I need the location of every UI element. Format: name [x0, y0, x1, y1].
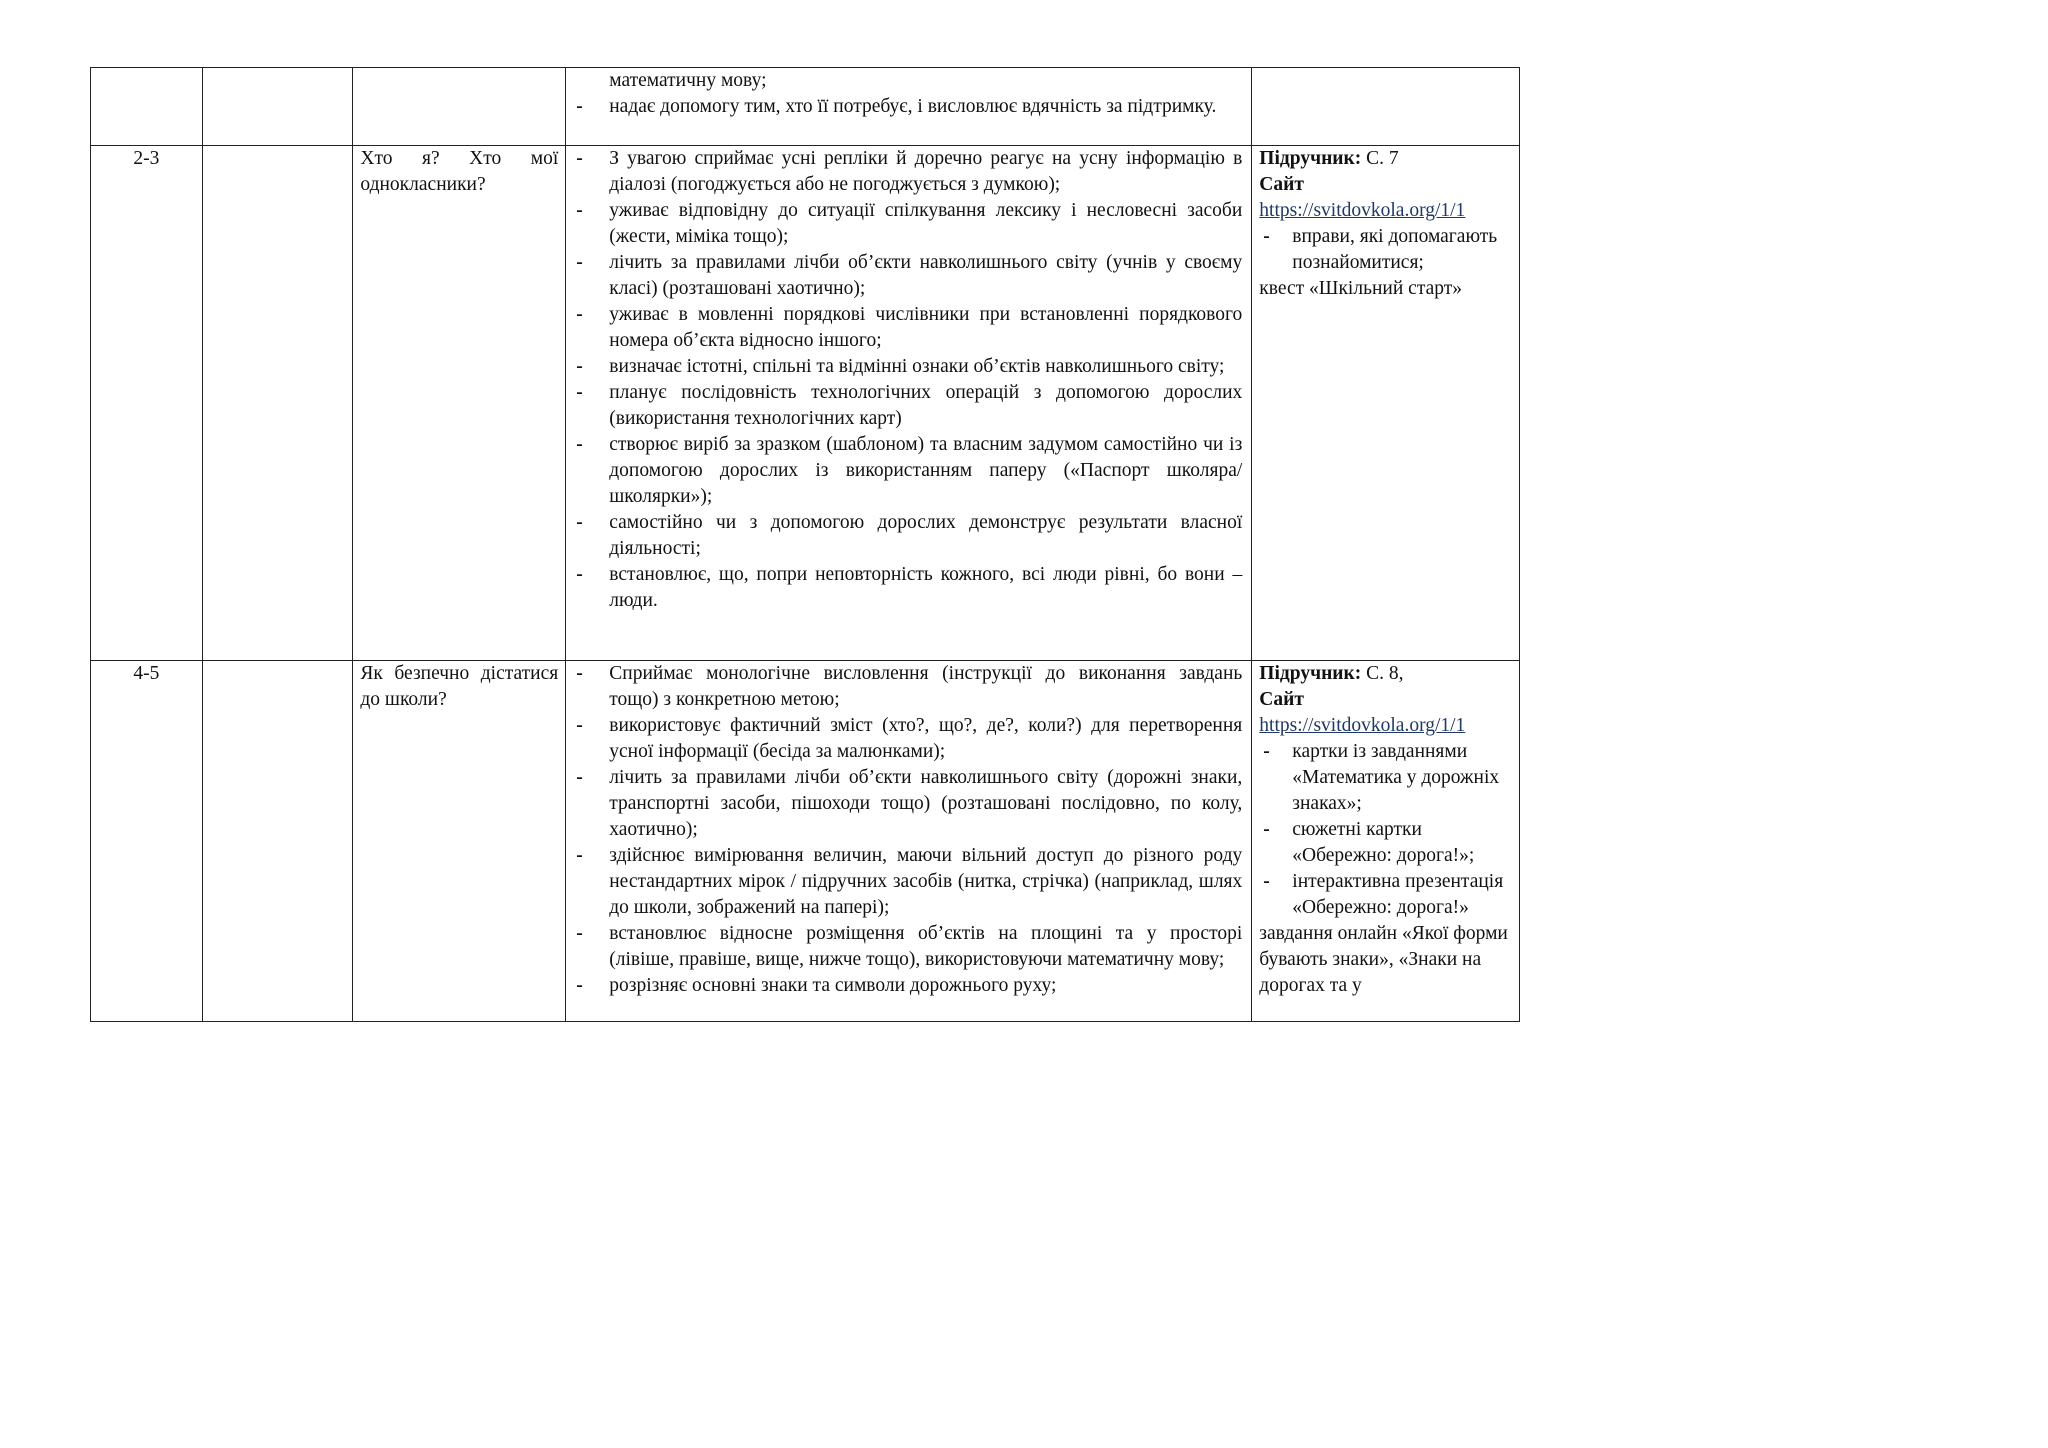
resource-tail: квест «Шкільний старт» [1259, 278, 1462, 299]
outcome-item: - надає допомогу тим, хто її потребує, і висловлює вдячність за підтримку. [572, 94, 1242, 120]
outcomes-list [572, 146, 1242, 614]
topic-cell [353, 146, 566, 661]
table-row-continued [91, 68, 1520, 146]
empty-cell [202, 661, 353, 1022]
bullet-dash: - [576, 356, 583, 377]
bullet-dash: - [576, 564, 583, 585]
textbook-ref [1259, 661, 1512, 687]
outcome-item: - використовує фактичний зміст (хто?, що?, де?, коли?) для перетворення усної інформації (бесіда за малюнками); [576, 715, 1243, 762]
site-link[interactable]: https://svitdovkola.org/1/1 [1259, 715, 1466, 736]
outcome-item: - здійснює вимірювання величин, маючи вільний доступ до різного роду нестандартних мірок / підручних засобів (нитка, стрічка) (наприклад, шлях до школи, зображений на папері); [576, 845, 1243, 918]
bullet-dash: - [576, 200, 583, 221]
lesson-number-cell: 2-3 [91, 146, 203, 661]
bullet-dash: - [576, 767, 583, 788]
resource-item: - інтерактивна презентація «Обережно: дорога!» [1263, 871, 1504, 918]
table-row-lesson-4-5 [91, 661, 1520, 1022]
topic-text: Хто я? Хто мої однокласники? [360, 148, 559, 195]
outcomes-list [572, 94, 1242, 120]
bullet-dash: - [576, 845, 583, 866]
bullet-dash: - [576, 148, 583, 169]
outcome-item: - визначає істотні, спільні та відмінні ознаки об’єктів навколишнього світу; [572, 354, 1242, 380]
resources-list [1259, 739, 1512, 921]
bullet-dash: - [576, 382, 583, 403]
outcome-item: - лічить за правилами лічби об’єкти навколишнього світу (учнів у своєму класі) (розташовані хаотично); [576, 252, 1243, 299]
textbook-pages: С. 8, [1361, 663, 1404, 684]
outcomes-cell [566, 68, 1252, 146]
lesson-plan-table [90, 67, 1520, 1022]
outcome-item: - самостійно чи з допомогою дорослих демонструє результати власної діяльності; [576, 512, 1243, 559]
outcome-item: - планує послідовність технологічних операцій з допомогою дорослих (використання технологічних карт) [576, 382, 1243, 429]
bullet-dash: - [576, 512, 583, 533]
outcome-item: - встановлює відносне розміщення об’єктів на площині та у просторі (лівіше, правіше, вище, нижче тощо), використовуючи математичну мову; [576, 923, 1243, 970]
resource-item: - вправи, які допомагають познайомитися; [1263, 226, 1498, 273]
bullet-dash: - [1263, 819, 1270, 840]
topic-cell [353, 68, 566, 146]
outcome-item: - Сприймає монологічне висловлення (інструкції до виконання завдань тощо) з конкретною метою; [576, 663, 1243, 710]
outcome-item: - уживає відповідну до ситуації спілкування лексику і несловесні засоби (жести, міміка тощо); [576, 200, 1243, 247]
table-row-lesson-2-3 [91, 146, 1520, 661]
bullet-dash: - [576, 252, 583, 273]
bullet-dash: - [576, 715, 583, 736]
bullet-dash: - [576, 663, 583, 684]
outcome-item: - уживає в мовленні порядкові числівники при встановленні порядкового номера об’єкта відносно іншого; [576, 304, 1243, 351]
empty-cell [202, 68, 353, 146]
resources-list [1259, 224, 1512, 276]
outcome-item: - З увагою сприймає усні репліки й доречно реагує на усну інформацію в діалозі (погоджується або не погоджується з думкою); [576, 148, 1243, 195]
outcome-item: - встановлює, що, попри неповторність кожного, всі люди рівні, бо вони – люди. [576, 564, 1243, 611]
outcomes-list [572, 661, 1242, 999]
resources-cell [1252, 661, 1520, 1022]
bullet-dash: - [1263, 871, 1270, 892]
resource-item: - картки із завданнями «Математика у дорожніх знаках»; [1263, 741, 1500, 814]
lesson-number-cell: 4-5 [91, 661, 203, 1022]
outcomes-cell [566, 146, 1252, 661]
outcome-continued-text: математичну мову; [609, 70, 767, 91]
site-label: Сайт [1259, 689, 1304, 710]
site-link[interactable]: https://svitdovkola.org/1/1 [1259, 200, 1466, 221]
outcome-item: - лічить за правилами лічби об’єкти навколишнього світу (дорожні знаки, транспортні засоби, пішоходи тощо) (розташовані послідовно, по колу, хаотично); [576, 767, 1243, 840]
bullet-dash: - [576, 304, 583, 325]
textbook-pages: С. 7 [1361, 148, 1399, 169]
bullet-dash: - [576, 975, 583, 996]
textbook-label: Підручник: [1259, 148, 1362, 169]
topic-cell [353, 661, 566, 1022]
bullet-dash: - [576, 434, 583, 455]
outcome-item: - створює виріб за зразком (шаблоном) та власним задумом самостійно чи із допомогою дорослих із використанням паперу («Паспорт школяра/ школярки»); [576, 434, 1243, 507]
topic-text: Як безпечно дістатися до школи? [360, 663, 559, 710]
outcomes-cell [566, 661, 1252, 1022]
bullet-dash: - [1263, 741, 1270, 762]
textbook-label: Підручник: [1259, 663, 1362, 684]
textbook-ref [1259, 146, 1512, 172]
site-label: Сайт [1259, 174, 1304, 195]
outcome-item: - розрізняє основні знаки та символи дорожнього руху; [572, 973, 1242, 999]
resources-cell [1252, 68, 1520, 146]
bullet-dash: - [1263, 226, 1270, 247]
empty-cell [202, 146, 353, 661]
bullet-dash: - [576, 96, 583, 117]
resources-cell [1252, 146, 1520, 661]
bullet-dash: - [576, 923, 583, 944]
resource-item: - сюжетні картки «Обережно: дорога!»; [1263, 819, 1475, 866]
resource-tail: завдання онлайн «Якої форми бувають знаки», «Знаки на дорогах та у [1259, 923, 1508, 996]
lesson-number-cell [91, 68, 203, 146]
